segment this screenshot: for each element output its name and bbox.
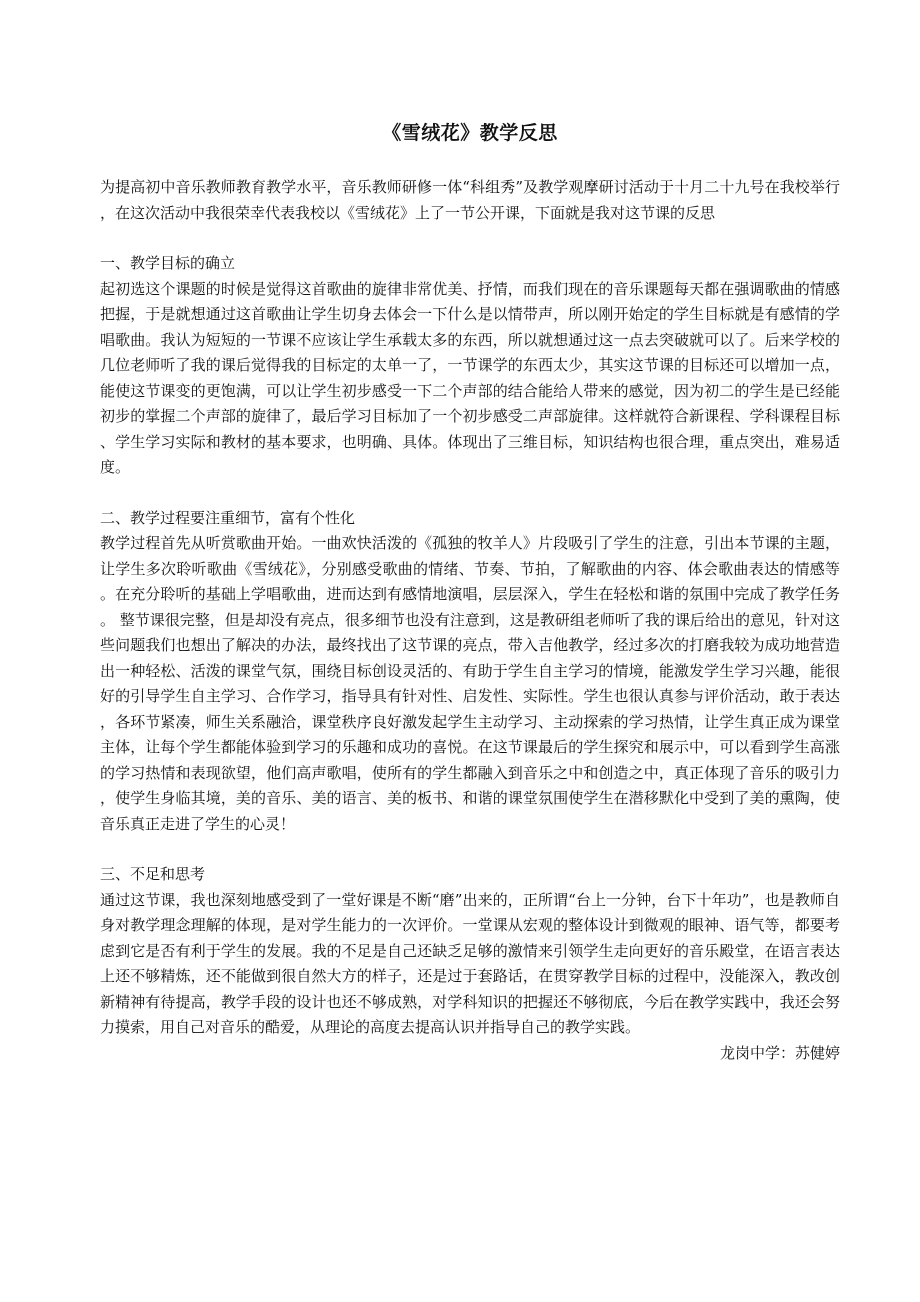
section-process [100, 506, 840, 838]
intro-paragraph: 为提高初中音乐教师教育教学水平，音乐教师研修一体“科组秀”及教学观摩研讨活动于十月二十九号在我校举行，在这次活动中我很荣幸代表我校以《雪绒花》上了一节公开课，下面就是我对这节课的反思 [100, 178, 840, 222]
section-body: 起初选这个课题的时候是觉得这首歌曲的旋律非常优美、抒情，而我们现在的音乐课题每天都在强调歌曲的情感把握，于是就想通过这首歌曲让学生切身去体会一下什么是以情带声，所以刚开始定的学生目标就是有感情的学唱歌曲。我认为短短的一节课不应该让学生承载太多的东西，所以就想通过这一点去突破就可以了。后来学校的几位老师听了我的课后觉得我的目标定的太单一了，一节课学的东西太少，其实这节课的目标还可以增加一点，能使这节课变的更饱满，可以让学生初步感受一下二个声部的结合能给人带来的感觉，因为初二的学生是已经能初步的掌握二个声部的旋律了，最后学习目标加了一个初步感受二声部旋律。这样就符合新课程、学科课程目标、学生学习实际和教材的基本要求，也明确、具体。体现出了三维目标，知识结构也很合理，重点突出，难易适度。 [100, 279, 840, 476]
document-title: 《雪绒花》教学反思 [382, 122, 558, 144]
section-objectives [100, 251, 840, 481]
section-body: 通过这节课，我也深刻地感受到了一堂好课是不断“磨”出来的，正所谓“台上一分钟，台下十年功”，也是教师自身对教学理念理解的体现，是对学生能力的一次评价。一堂课从宏观的整体设计到微观的眼神、语气等，都要考虑到它是否有利于学生的发展。我的不足是自己还缺乏足够的激情来引领学生走向更好的音乐殿堂，在语言表达上还不够精炼，还不能做到很自然大方的样子，还是过于套路话，在贯穿教学目标的过程中，没能深入，教改创新精神有待提高，教学手段的设计也还不够成熟，对学科知识的把握还不够彻底，今后在教学实践中，我还会努力摸索，用自己对音乐的酷爱，从理论的高度去提高认识并指导自己的教学实践。 [100, 890, 840, 1036]
section-reflection [100, 862, 840, 1041]
section-heading: 三、不足和思考 [100, 865, 206, 883]
document-page [100, 118, 840, 1066]
author-signature: 龙岗中学：苏健婷 [719, 1043, 840, 1062]
section-body: 教学过程首先从听赏歌曲开始。一曲欢快活泼的《孤独的牧羊人》片段吸引了学生的注意，引出本节课的主题，让学生多次聆听歌曲《雪绒花》，分别感受歌曲的情绪、节奏、节拍，了解歌曲的内容、体会歌曲表达的情感等。在充分聆听的基础上学唱歌曲，进而达到有感情地演唱，层层深入，学生在轻松和谐的氛围中完成了教学任务。 整节课很完整，但是却没有亮点，很多细节也没有注意到，这是教研组老师听了我的课后给出的意见，针对这些问题我们也想出了解决的办法，最终找出了这节课的亮点，带入吉他教学，经过多次的打磨我较为成功地营造出一种轻松、活泼的课堂气氛，围绕目标创设灵活的、有助于学生自主学习的情境，能激发学生学习兴趣，能很好的引导学生自主学习、合作学习，指导具有针对性、启发性、实际性。学生也很认真参与评价活动，敢于表达，各环节紧凑，师生关系融洽，课堂秩序良好激发起学生主动学习、主动探索的学习热情，让学生真正成为课堂主体，让每个学生都能体验到学习的乐趣和成功的喜悦。在这节课最后的学生探究和展示中，可以看到学生高涨的学习热情和表现欲望，他们高声歌唱，使所有的学生都融入到音乐之中和创造之中，真正体现了音乐的吸引力，使学生身临其境，美的音乐、美的语言、美的板书、和谐的课堂氛围使学生在潜移默化中受到了美的熏陶，使音乐真正走进了学生的心灵！ [100, 534, 840, 833]
section-heading: 一、教学目标的确立 [100, 254, 236, 272]
section-heading: 二、教学过程要注重细节，富有个性化 [100, 508, 356, 527]
